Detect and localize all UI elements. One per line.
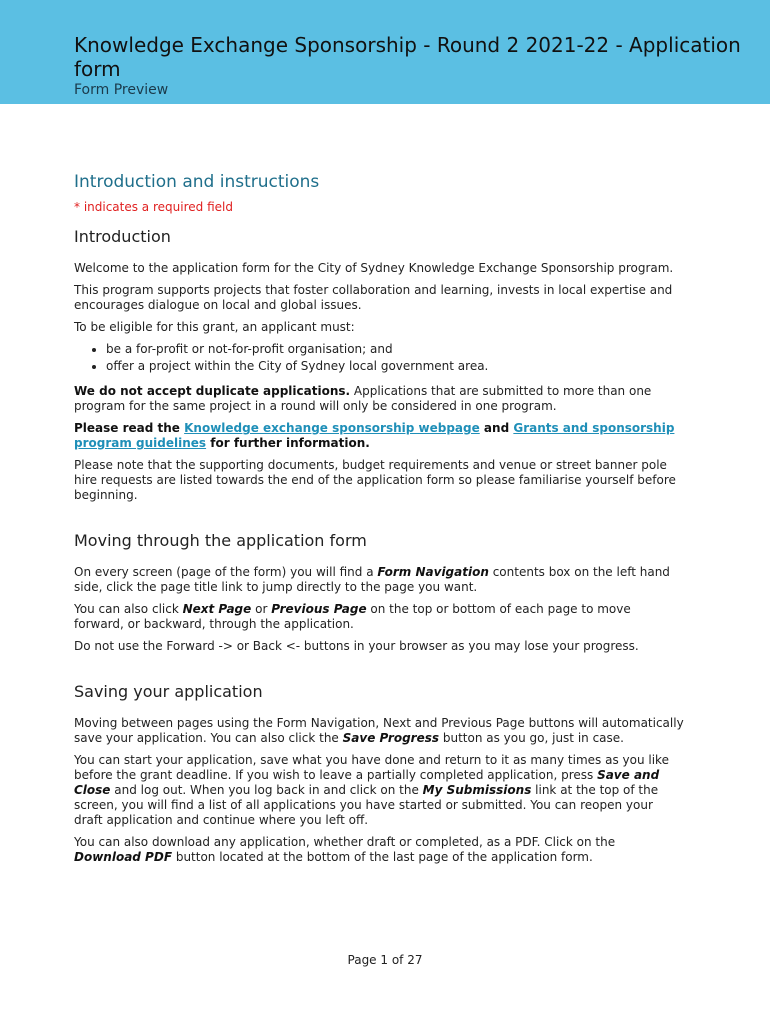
intro-paragraph-program: This program supports projects that foster collaboration and learning, invests in local expertise and encourages dialogue on local and global issues. (74, 283, 673, 312)
text-span: link at the top of the screen, you will find a list of all applications you have started or submitted. You can reopen your draft application and continue where you left off. (74, 783, 659, 827)
text-span: or (251, 602, 272, 616)
page-header (0, 0, 770, 104)
duplicate-bold: We do not accept duplicate applications. (74, 384, 351, 398)
supporting-documents-note: Please note that the supporting documents, budget requirements and venue or street banner pole hire requests are listed towards the end of the application form so please familiarise yourself before beginning. (74, 458, 676, 502)
text-span: on the top or bottom of each page to move forward, or backward, through the application. (74, 602, 631, 631)
text-span: and log out. When you log back in and click on the (110, 783, 423, 797)
saving-paragraph-return (74, 753, 684, 828)
moving-paragraph-browser: Do not use the Forward -> or Back <- buttons in your browser as you may lose your progress. (74, 639, 639, 653)
save-progress-term: Save Progress (342, 731, 440, 745)
download-pdf-term: Download PDF (74, 850, 173, 864)
form-content (74, 171, 684, 872)
form-preview-label: Form Preview (74, 82, 169, 98)
save-and-close-term: Save and Close (74, 768, 660, 797)
text-span: contents box on the left hand side, click the page title link to jump directly to the page you want. (74, 565, 670, 594)
text-span: You can also download any application, whether draft or completed, as a PDF. Click on the (74, 835, 616, 849)
form-title: Knowledge Exchange Sponsorship - Round 2 2021-22 - Application form (74, 33, 741, 81)
introduction-heading: Introduction (74, 227, 171, 246)
text-span: You can also click (74, 602, 183, 616)
required-field-note: * indicates a required field (74, 200, 233, 214)
next-page-term: Next Page (182, 602, 252, 616)
eligibility-item: • offer a project within the City of Sydney local government area. (106, 359, 684, 374)
saving-heading: Saving your application (74, 682, 263, 701)
text-span: On every screen (page of the form) you will find a (74, 565, 378, 579)
section-title: Introduction and instructions (74, 172, 320, 192)
previous-page-term: Previous Page (271, 602, 367, 616)
my-submissions-term: My Submissions (422, 783, 532, 797)
text-span: button located at the bottom of the last page of the application form. (172, 850, 593, 864)
eligibility-item: • be a for-profit or not-for-profit organisation; and (106, 342, 684, 357)
read-prefix: Please read the (74, 421, 185, 435)
moving-paragraph-pages (74, 602, 684, 632)
read-and: and (479, 421, 514, 435)
text-span: Moving between pages using the Form Navigation, Next and Previous Page buttons will automatically save your application. You can also click the (74, 716, 684, 745)
intro-paragraph-eligibility: To be eligible for this grant, an applicant must: (74, 320, 355, 334)
moving-paragraph-navigation (74, 565, 684, 595)
read-suffix: for further information. (206, 436, 370, 450)
program-guidelines-link[interactable]: Grants and sponsorship program guidelines (74, 421, 675, 450)
sponsorship-webpage-link[interactable]: Knowledge exchange sponsorship webpage (184, 421, 480, 435)
saving-paragraph-auto (74, 716, 684, 746)
intro-paragraph-welcome: Welcome to the application form for the City of Sydney Knowledge Exchange Sponsorship program. (74, 261, 674, 275)
saving-paragraph-download (74, 835, 684, 865)
form-navigation-term: Form Navigation (377, 565, 489, 579)
duplicate-applications-paragraph (74, 384, 684, 414)
eligibility-list (74, 342, 684, 374)
page-number: Page 1 of 27 (347, 953, 423, 967)
read-guidelines-paragraph (74, 421, 684, 451)
duplicate-text: Applications that are submitted to more than one program for the same project in a round will only be considered in one program. (74, 384, 652, 413)
text-span: button as you go, just in case. (439, 731, 624, 745)
text-span: You can start your application, save what you have done and return to it as many times as you like before the grant deadline. If you wish to leave a partially completed application, press (74, 753, 669, 782)
moving-heading: Moving through the application form (74, 531, 367, 550)
